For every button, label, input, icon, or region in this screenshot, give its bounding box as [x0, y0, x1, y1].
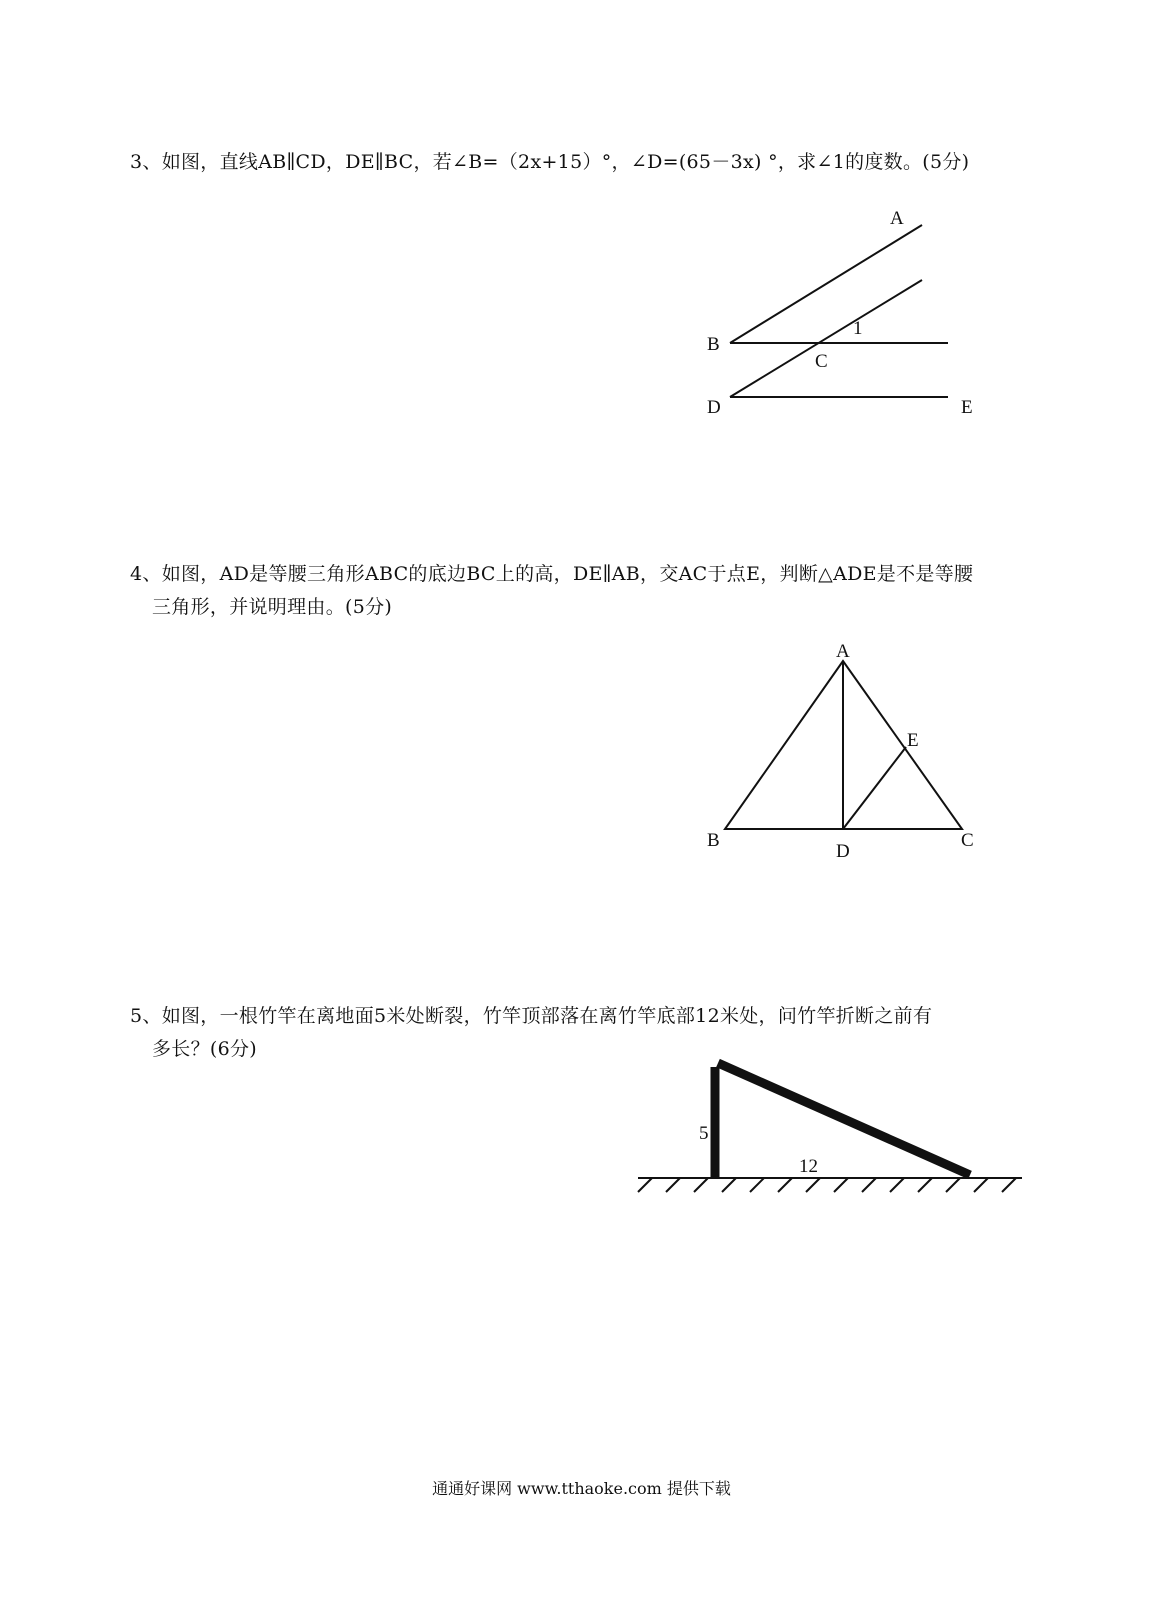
question-5-text-line2: 多长？(6分)	[152, 1038, 258, 1060]
figure-q5-broken-bamboo	[638, 1063, 1022, 1192]
label-q3-c: C	[815, 351, 828, 372]
label-q4-e: E	[907, 730, 919, 751]
figure-q3-parallel-lines	[730, 225, 948, 397]
ground-hatching	[638, 1178, 1016, 1192]
question-4-text-line2: 三角形，并说明理由。(5分)	[152, 596, 393, 618]
label-q5-height: 5	[699, 1123, 709, 1144]
figure-q4-isosceles-triangle	[725, 661, 962, 829]
segment-de	[843, 747, 906, 829]
label-q3-a: A	[890, 208, 904, 229]
label-q4-d: D	[836, 841, 850, 862]
question-5-text-line1: 5、如图，一根竹竿在离地面5米处断裂，竹竿顶部落在离竹竿底部12米处，问竹竿折断之前有	[130, 1005, 933, 1027]
label-q4-b: B	[707, 830, 720, 851]
label-q5-base: 12	[799, 1156, 818, 1177]
label-q3-angle-1: 1	[853, 318, 863, 339]
question-3-text: 3、如图，直线AB∥CD，DE∥BC，若∠B=（2x+15）°，∠D=(65－3x) °，求∠1的度数。(5分)	[130, 151, 970, 173]
label-q3-d: D	[707, 397, 721, 418]
label-q4-c: C	[961, 830, 974, 851]
label-q4-a: A	[836, 641, 850, 662]
page-footer: 通通好课网 www.tthaoke.com 提供下载	[432, 1479, 731, 1498]
bamboo-broken-part	[718, 1063, 970, 1175]
label-q3-b: B	[707, 334, 720, 355]
line-ab	[730, 225, 922, 343]
line-cd	[730, 280, 922, 397]
question-4-text-line1: 4、如图，AD是等腰三角形ABC的底边BC上的高，DE∥AB，交AC于点E，判断△ADE是不是等腰	[130, 563, 974, 585]
label-q3-e: E	[961, 397, 973, 418]
